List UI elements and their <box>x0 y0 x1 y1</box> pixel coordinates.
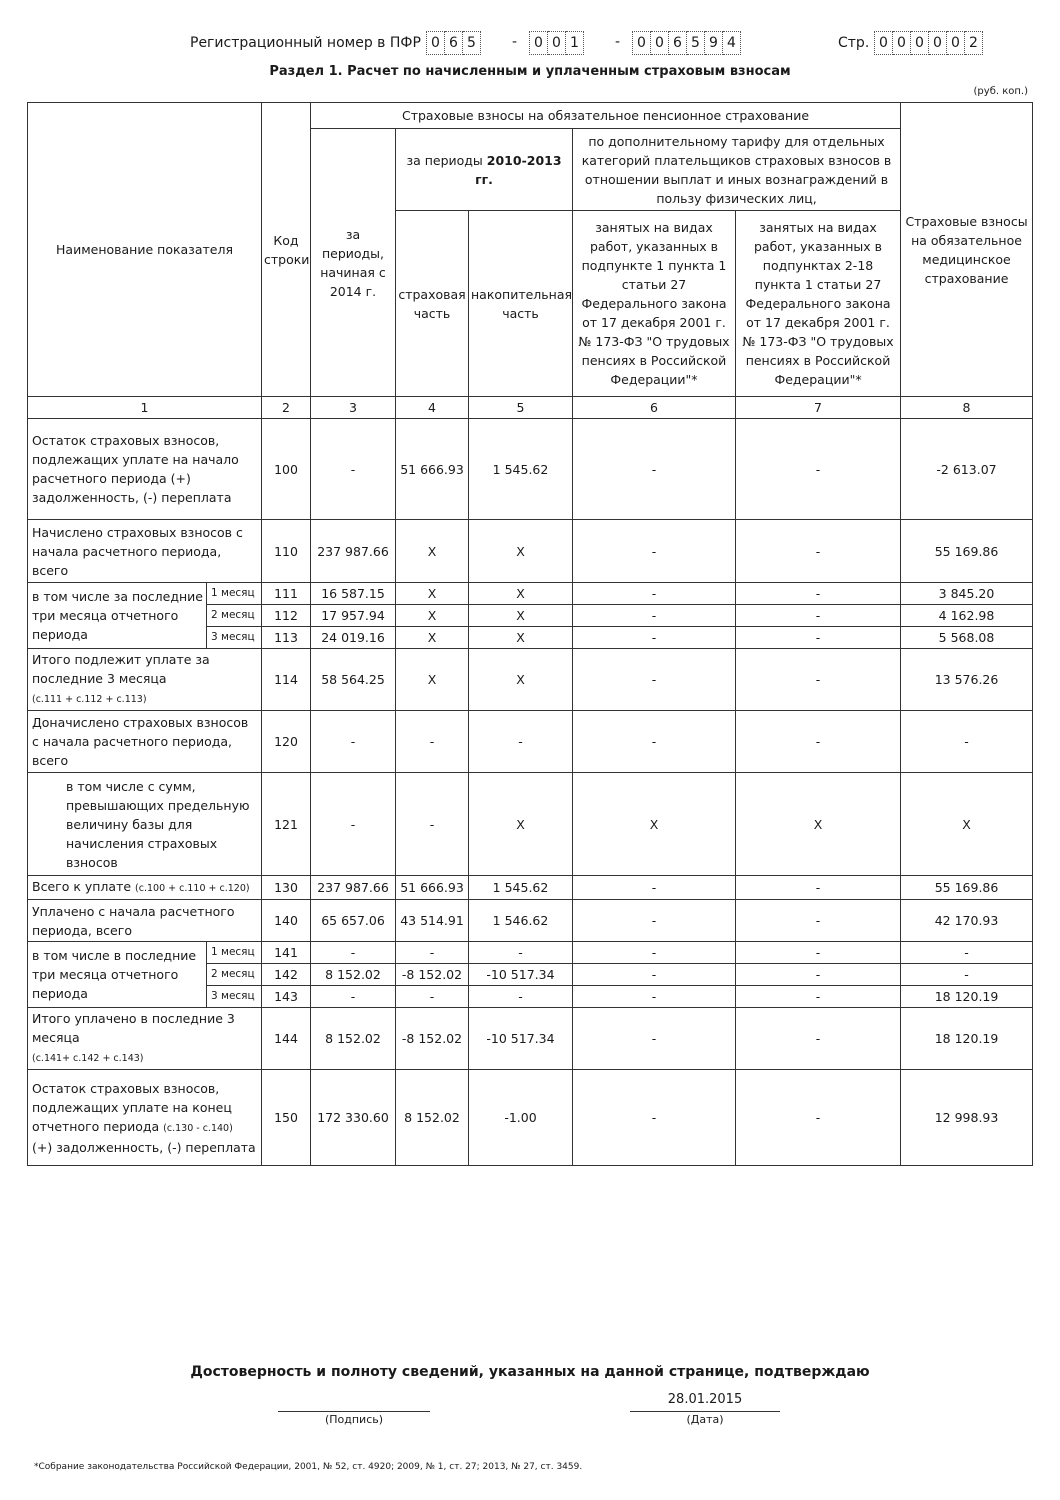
cell-value: X <box>469 583 573 605</box>
cell-value: 3 845.20 <box>901 583 1033 605</box>
row-code: 150 <box>262 1070 311 1166</box>
row-name: Остаток страховых взносов, подлежащих уплате на начало расчетного периода (+) задолженность, (-) переплата <box>28 419 262 520</box>
cell-value: 58 564.25 <box>311 649 396 711</box>
cell-value: - <box>396 773 469 876</box>
cell-value: - <box>573 583 736 605</box>
cell-value: X <box>469 520 573 583</box>
reg-digit: 0 <box>426 31 445 55</box>
reg-group-2 <box>529 31 584 53</box>
row-code: 113 <box>262 627 311 649</box>
cell-value: - <box>736 900 901 942</box>
cell-value: - <box>311 773 396 876</box>
cell-value: - <box>736 583 901 605</box>
row-name: Всего к уплате (с.100 + с.110 + с.120) <box>28 876 262 900</box>
contributions-table <box>27 102 1033 1166</box>
row-month: 1 месяц <box>207 942 262 964</box>
date-line <box>630 1411 780 1412</box>
cell-value: - <box>311 942 396 964</box>
page-digit: 0 <box>947 31 965 55</box>
table-row <box>28 520 1033 583</box>
cell-value: - <box>901 711 1033 773</box>
reg-digit: 9 <box>705 31 723 55</box>
cell-value: - <box>736 942 901 964</box>
cell-value: 43 514.91 <box>396 900 469 942</box>
col-number: 4 <box>396 397 469 419</box>
table-row <box>28 876 1033 900</box>
cell-value: - <box>736 1070 901 1166</box>
cell-value: X <box>469 773 573 876</box>
row-month: 2 месяц <box>207 964 262 986</box>
cell-value: - <box>736 711 901 773</box>
cell-value: - <box>573 942 736 964</box>
table-row <box>28 649 1033 711</box>
col-header-funded-part: накопительная часть <box>469 211 573 397</box>
cell-value: X <box>469 627 573 649</box>
page-number <box>874 31 983 53</box>
row-code: 110 <box>262 520 311 583</box>
row-code: 114 <box>262 649 311 711</box>
row-code: 111 <box>262 583 311 605</box>
cell-value: - <box>736 520 901 583</box>
cell-value: X <box>469 649 573 711</box>
cell-value: -2 613.07 <box>901 419 1033 520</box>
cell-value: 55 169.86 <box>901 520 1033 583</box>
table-row <box>28 773 1033 876</box>
col-number: 5 <box>469 397 573 419</box>
row-name: Доначислено страховых взносов с начала расчетного периода, всего <box>28 711 262 773</box>
cell-value: 51 666.93 <box>396 419 469 520</box>
table-row <box>28 1008 1033 1070</box>
cell-value: - <box>573 419 736 520</box>
reg-digit: 0 <box>632 31 651 55</box>
cell-value: - <box>573 649 736 711</box>
cell-value: 18 120.19 <box>901 986 1033 1008</box>
cell-value: 65 657.06 <box>311 900 396 942</box>
reg-dash: - <box>615 34 621 50</box>
cell-value: X <box>396 520 469 583</box>
cell-value: - <box>469 942 573 964</box>
col-header-medical: Страховые взносы на обязательное медицинское страхование <box>901 103 1033 397</box>
cell-value: 172 330.60 <box>311 1070 396 1166</box>
reg-digit: 6 <box>445 31 463 55</box>
cell-value: -10 517.34 <box>469 1008 573 1070</box>
cell-value: 1 545.62 <box>469 876 573 900</box>
signature-line <box>278 1411 430 1412</box>
cell-value: X <box>396 605 469 627</box>
page-digit: 0 <box>929 31 947 55</box>
row-code: 143 <box>262 986 311 1008</box>
cell-value: 13 576.26 <box>901 649 1033 711</box>
col-header-since-2014: за периоды, начиная с 2014 г. <box>311 129 396 397</box>
cell-value: 51 666.93 <box>396 876 469 900</box>
col-header-2010-2013: за периоды 2010-2013 гг. <box>396 129 573 211</box>
cell-value: - <box>901 964 1033 986</box>
cell-value: -10 517.34 <box>469 964 573 986</box>
table-row <box>28 583 1033 605</box>
cell-value: 8 152.02 <box>396 1070 469 1166</box>
page-label: Стр. <box>838 35 870 51</box>
row-name: Итого уплачено в последние 3 месяца (с.141+ с.142 + с.143) <box>28 1008 262 1070</box>
footnote: *Собрание законодательства Российской Федерации, 2001, № 52, ст. 4920; 2009, № 1, ст. 27; 2013, № 27, ст. 3459. <box>34 1462 583 1472</box>
reg-digit: 5 <box>687 31 705 55</box>
row-group-name: в том числе в последние три месяца отчетного периода <box>28 942 207 1008</box>
cell-value: - <box>573 1008 736 1070</box>
cell-value: - <box>573 520 736 583</box>
col-header-sub1: занятых на видах работ, указанных в подпункте 1 пункта 1 статьи 27 Федерального закона от 17 декабря 2001 г. № 173-ФЗ "О трудовых пенсиях в Российской Федерации"* <box>573 211 736 397</box>
cell-value: - <box>573 876 736 900</box>
col-number: 7 <box>736 397 901 419</box>
cell-value: - <box>311 711 396 773</box>
reg-group-1 <box>426 31 481 53</box>
cell-value: - <box>396 986 469 1008</box>
cell-value: 16 587.15 <box>311 583 396 605</box>
reg-digit: 5 <box>463 31 481 55</box>
cell-value: - <box>901 942 1033 964</box>
row-code: 121 <box>262 773 311 876</box>
cell-value: - <box>736 649 901 711</box>
cell-value: - <box>573 711 736 773</box>
col-header-pension: Страховые взносы на обязательное пенсионное страхование <box>311 103 901 129</box>
cell-value: 55 169.86 <box>901 876 1033 900</box>
row-code: 112 <box>262 605 311 627</box>
row-month: 1 месяц <box>207 583 262 605</box>
page-digit: 0 <box>893 31 911 55</box>
reg-dash: - <box>512 34 518 50</box>
col-number: 3 <box>311 397 396 419</box>
row-code: 144 <box>262 1008 311 1070</box>
page-digit: 2 <box>965 31 983 55</box>
cell-value: 1 546.62 <box>469 900 573 942</box>
cell-value: - <box>573 964 736 986</box>
cell-value: 17 957.94 <box>311 605 396 627</box>
cell-value: 24 019.16 <box>311 627 396 649</box>
cell-value: - <box>573 986 736 1008</box>
cell-value: 237 987.66 <box>311 876 396 900</box>
col-header-sub2-18: занятых на видах работ, указанных в подпунктах 2-18 пункта 1 статьи 27 Федерального закона от 17 декабря 2001 г. № 173-ФЗ "О трудовых пенсиях в Российской Федерации"* <box>736 211 901 397</box>
cell-value: X <box>396 649 469 711</box>
row-name: Остаток страховых взносов, подлежащих уплате на конец отчетного периода (с.130 - с.140) (+) задолженность, (-) переплата <box>28 1070 262 1166</box>
cell-value: 8 152.02 <box>311 964 396 986</box>
row-month: 3 месяц <box>207 986 262 1008</box>
cell-value: - <box>573 1070 736 1166</box>
cell-value: 5 568.08 <box>901 627 1033 649</box>
row-month: 3 месяц <box>207 627 262 649</box>
row-code: 140 <box>262 900 311 942</box>
cell-value: - <box>736 986 901 1008</box>
col-header-insurance-part: страховая часть <box>396 211 469 397</box>
row-code: 130 <box>262 876 311 900</box>
cell-value: - <box>736 876 901 900</box>
reg-digit: 0 <box>529 31 548 55</box>
row-group-name: в том числе за последние три месяца отчетного периода <box>28 583 207 649</box>
cell-value: 18 120.19 <box>901 1008 1033 1070</box>
cell-value: - <box>469 711 573 773</box>
cell-value: - <box>573 900 736 942</box>
row-code: 120 <box>262 711 311 773</box>
reg-digit: 0 <box>548 31 566 55</box>
col-header-additional-tariff: по дополнительному тарифу для отдельных категорий плательщиков страховых взносов в отношении выплат и иных вознаграждений в пользу физических лиц, <box>573 129 901 211</box>
table-row <box>28 942 1033 964</box>
cell-value: X <box>736 773 901 876</box>
page-digit: 0 <box>874 31 893 55</box>
date-caption: (Дата) <box>686 1413 724 1426</box>
col-number: 1 <box>28 397 262 419</box>
reg-digit: 1 <box>566 31 584 55</box>
cell-value: 12 998.93 <box>901 1070 1033 1166</box>
cell-value: 42 170.93 <box>901 900 1033 942</box>
row-code: 141 <box>262 942 311 964</box>
cell-value: - <box>396 942 469 964</box>
col-number: 6 <box>573 397 736 419</box>
row-name: Начислено страховых взносов с начала расчетного периода, всего <box>28 520 262 583</box>
col-number: 8 <box>901 397 1033 419</box>
cell-value: -1.00 <box>469 1070 573 1166</box>
row-name: Итого подлежит уплате за последние 3 месяца (с.111 + с.112 + с.113) <box>28 649 262 711</box>
cell-value: - <box>573 627 736 649</box>
reg-digit: 4 <box>723 31 741 55</box>
reg-group-3 <box>632 31 741 53</box>
row-code: 142 <box>262 964 311 986</box>
table-row <box>28 1070 1033 1166</box>
table-row <box>28 711 1033 773</box>
row-name: Уплачено с начала расчетного периода, всего <box>28 900 262 942</box>
row-name: в том числе с сумм, превышающих предельную величину базы для начисления страховых взносов <box>28 773 262 876</box>
cell-value: - <box>396 711 469 773</box>
cell-value: -8 152.02 <box>396 1008 469 1070</box>
cell-value: - <box>469 986 573 1008</box>
col-header-code: Код строки <box>262 103 311 397</box>
cell-value: X <box>396 583 469 605</box>
cell-value: X <box>469 605 573 627</box>
cell-value: X <box>901 773 1033 876</box>
registration-label: Регистрационный номер в ПФР <box>190 35 421 51</box>
section-title: Раздел 1. Расчет по начисленным и уплаченным страховым взносам <box>269 64 791 79</box>
col-number: 2 <box>262 397 311 419</box>
date-value: 28.01.2015 <box>667 1392 743 1407</box>
cell-value: - <box>736 627 901 649</box>
cell-value: - <box>736 419 901 520</box>
cell-value: X <box>396 627 469 649</box>
cell-value: X <box>573 773 736 876</box>
units-label: (руб. коп.) <box>973 86 1028 97</box>
page-digit: 0 <box>911 31 929 55</box>
row-month: 2 месяц <box>207 605 262 627</box>
cell-value: 4 162.98 <box>901 605 1033 627</box>
reg-digit: 0 <box>651 31 669 55</box>
cell-value: - <box>311 986 396 1008</box>
row-code: 100 <box>262 419 311 520</box>
cell-value: 8 152.02 <box>311 1008 396 1070</box>
table-row <box>28 419 1033 520</box>
cell-value: - <box>736 605 901 627</box>
col-header-name: Наименование показателя <box>28 103 262 397</box>
signature-caption: (Подпись) <box>324 1413 384 1426</box>
reg-digit: 6 <box>669 31 687 55</box>
cell-value: 237 987.66 <box>311 520 396 583</box>
cell-value: - <box>573 605 736 627</box>
confirmation-text: Достоверность и полноту сведений, указанных на данной странице, подтверждаю <box>190 1364 870 1380</box>
cell-value: - <box>311 419 396 520</box>
cell-value: -8 152.02 <box>396 964 469 986</box>
cell-value: - <box>736 1008 901 1070</box>
cell-value: 1 545.62 <box>469 419 573 520</box>
table-row <box>28 900 1033 942</box>
cell-value: - <box>736 964 901 986</box>
